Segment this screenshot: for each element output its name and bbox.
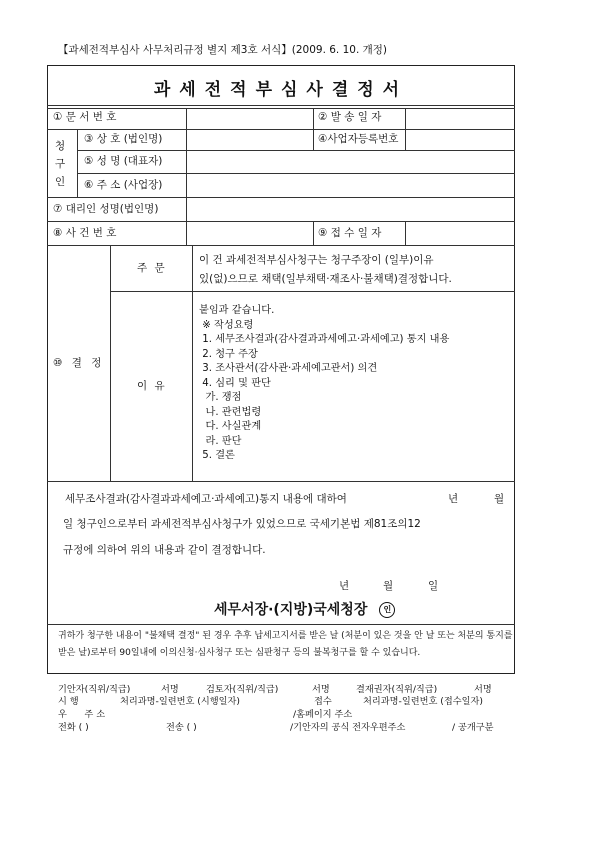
- reason-line: 나. 관련법령: [199, 406, 262, 418]
- footer-sign-2: 서명: [312, 684, 330, 695]
- footer-receipt: 접수: [314, 696, 332, 707]
- label-receipt-date: ⑨ 접 수 일 자: [318, 227, 382, 239]
- reason-line: 다. 사실관계: [199, 421, 262, 432]
- label-reason: 이 유: [137, 380, 167, 392]
- footer-homepage: /홈페이지 주소: [293, 709, 353, 720]
- label-case-no: ⑧ 사 건 번 호: [53, 227, 117, 239]
- reason-line: 4. 심리 및 판단: [199, 377, 271, 389]
- divider: [47, 624, 515, 625]
- divider: [110, 245, 111, 481]
- divider: [405, 108, 406, 150]
- footer-phone: 전화 ( ): [58, 722, 89, 733]
- signer: [214, 599, 395, 619]
- label-claimant-3: 인: [55, 176, 66, 188]
- form-header: 【과세전적부심사 사무처리규정 별지 제3호 서식】(2009. 6. 10. 개정): [58, 44, 388, 56]
- label-biz-reg-no: ④사업자등록번호: [318, 133, 399, 145]
- statement-month: 월: [494, 493, 505, 505]
- divider: [47, 481, 515, 482]
- label-issue-date: ② 발 송 일 자: [318, 111, 382, 123]
- label-doc-no: ① 문 서 번 호: [53, 111, 117, 123]
- reason-line: 2. 청구 주장: [199, 348, 258, 360]
- label-trade-name: ③ 상 호 (법인명): [84, 133, 163, 145]
- footer-enforce: 시 행: [58, 696, 79, 707]
- reason-line: 가. 쟁점: [199, 392, 242, 403]
- footer-sign-3: 서명: [474, 684, 492, 695]
- label-name: ⑤ 성 명 (대표자): [84, 155, 163, 167]
- footer-postal: 우 주 소: [58, 709, 106, 720]
- divider: [47, 108, 515, 109]
- divider: [77, 129, 78, 197]
- statement-line-2: 일 청구인으로부터 과세전적부심사청구가 있었으므로 국세기본법 제81조의12: [63, 518, 421, 530]
- footer-drafter: 기안자(직위/직급): [58, 684, 131, 695]
- appeal-notice: 귀하가 청구한 내용이 "불채택 결정" 된 경우 추후 납세고지서를 받은 날 (처분이 있은 것을 안 날 또는 처분의 통지를 받은 날)로부터 90일내에 이의신청·심사청구 또는 심판청구 등의 불복청구를 할 수 있습니다.: [58, 631, 513, 658]
- label-claimant-2: 구: [55, 158, 66, 170]
- divider: [47, 129, 515, 130]
- statement-line-1: 세무조사결과(감사결과과세예고·과세예고)통지 내용에 대하여: [65, 493, 347, 505]
- divider: [313, 108, 314, 150]
- footer-proc-no-2: 처리과명-일련번호 (접수일자): [363, 696, 483, 707]
- footer-sign-1: 서명: [161, 684, 179, 695]
- footer-reviewer: 검토자(직위/직급): [206, 684, 279, 695]
- date-day: 일: [428, 580, 439, 592]
- label-claimant-1: 청: [55, 140, 66, 152]
- reason-line: 3. 조사관서(감사관·과세예고관서) 의견: [199, 363, 378, 374]
- divider: [77, 173, 515, 174]
- statement-line-3: 규정에 의하여 위의 내용과 같이 결정합니다.: [63, 544, 266, 556]
- divider: [47, 197, 515, 198]
- label-main-order: 주 문: [137, 262, 167, 274]
- divider: [186, 108, 187, 245]
- divider: [77, 150, 515, 151]
- divider: [313, 221, 314, 245]
- reason-line: 붙임과 같습니다.: [199, 305, 275, 316]
- label-address: ⑥ 주 소 (사업장): [84, 179, 163, 191]
- footer-disclosure: / 공개구분: [452, 722, 494, 733]
- footer-proc-no-1: 처리과명-일련번호 (시행일자): [120, 696, 240, 707]
- divider: [47, 105, 515, 106]
- divider: [110, 291, 515, 292]
- signer-title: 세무서장·(지방)국세청장: [214, 602, 368, 618]
- document-title: 과세전적부심사결정서: [153, 80, 409, 100]
- divider: [47, 245, 515, 246]
- footer-fax: 전송 ( ): [166, 722, 197, 733]
- reason-line: 라. 판단: [199, 435, 242, 447]
- reason-list: [199, 301, 449, 461]
- main-order-line-2: 있(없)으므로 채택(일부채택·재조사·불채택)결정합니다.: [199, 273, 452, 285]
- divider: [192, 245, 193, 481]
- date-year: 년: [339, 580, 350, 592]
- statement-year: 년: [448, 493, 459, 505]
- reason-line: 5. 결론: [199, 450, 235, 461]
- footer-email: /기안자의 공식 전자우편주소: [290, 722, 406, 733]
- date-month: 월: [383, 580, 394, 592]
- seal-icon: 인: [379, 602, 395, 618]
- divider: [47, 221, 515, 222]
- footer-approver: 결재권자(직위/직급): [356, 684, 438, 695]
- reason-line: 1. 세무조사결과(감사결과과세예고·과세예고) 통지 내용: [199, 334, 450, 345]
- label-decision: ⑩ 결 정: [53, 357, 105, 369]
- divider: [405, 221, 406, 245]
- main-order-line-1: 이 건 과세전적부심사청구는 청구주장이 (일부)이유: [199, 254, 434, 266]
- label-agent: ⑦ 대리인 성명(법인명): [53, 203, 159, 215]
- reason-line: ※ 작성요령: [199, 319, 254, 331]
